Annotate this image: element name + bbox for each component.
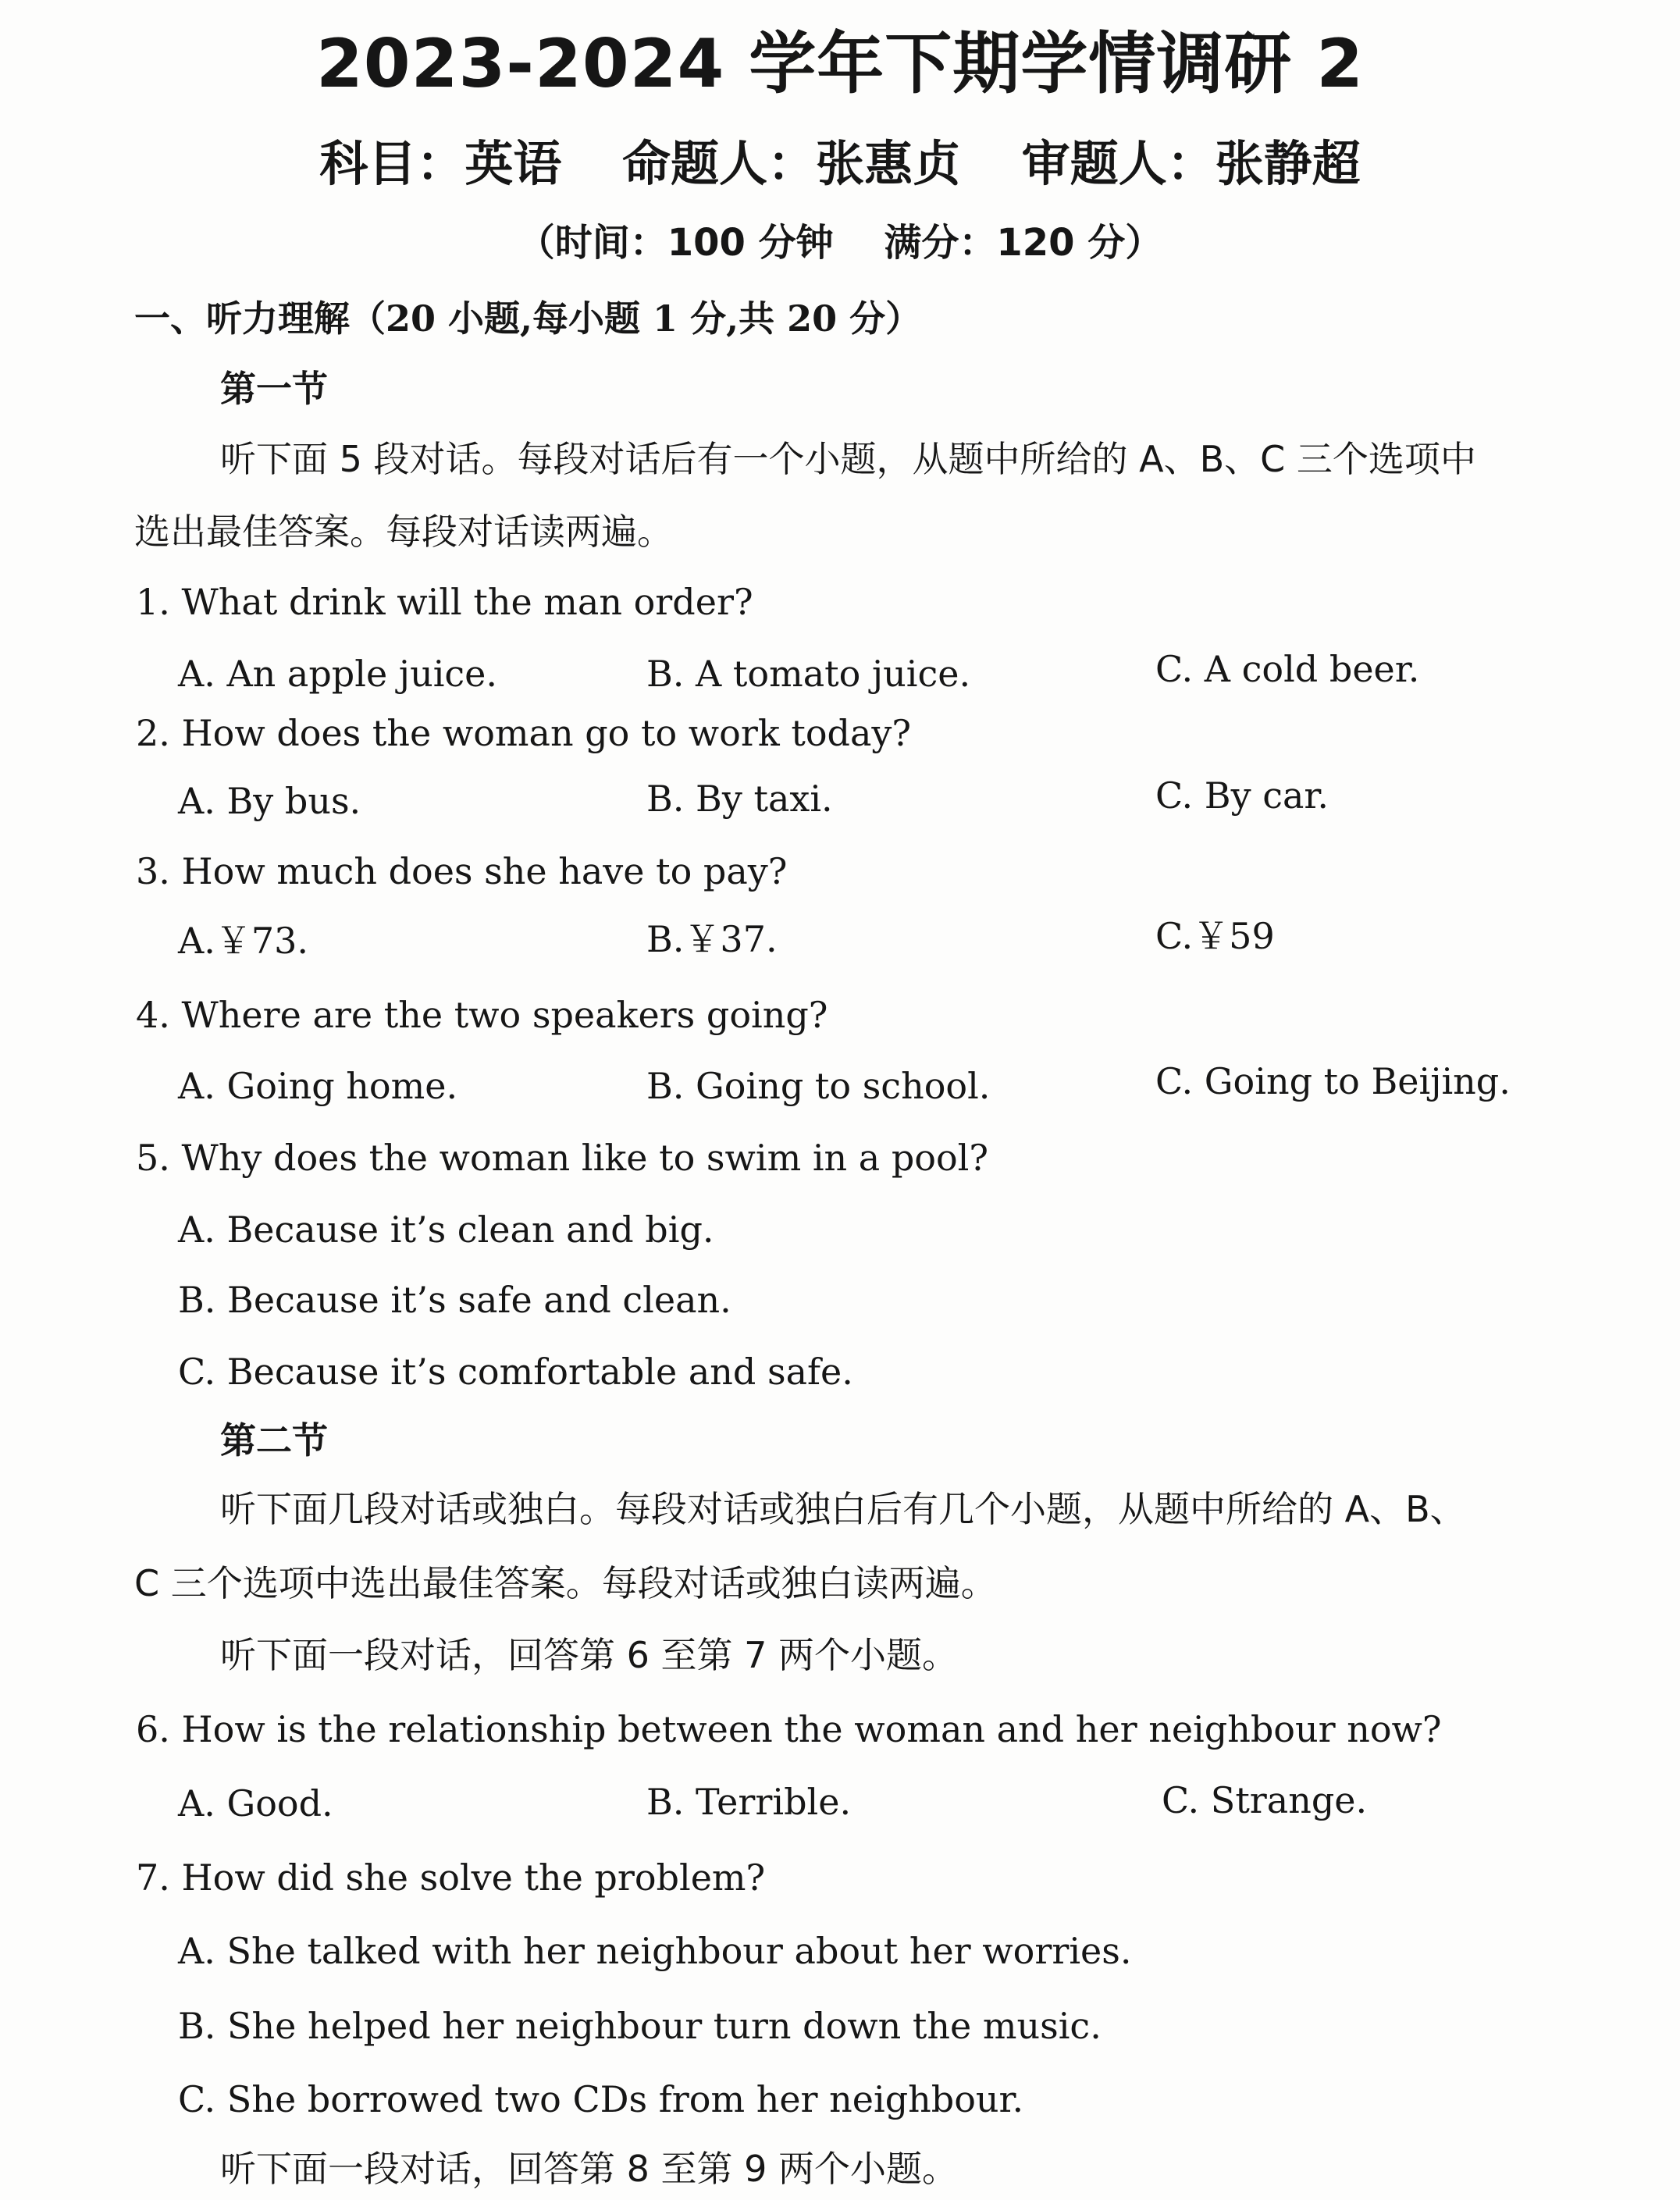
q3-option-a: A.￥73. [178, 920, 308, 962]
question-6: 6. How is the relationship between the woman and her neighbour now? [136, 1708, 1442, 1750]
q1-option-c: C. A cold beer. [1155, 648, 1420, 690]
section2-instruction-cont: C 三个选项中选出最佳答案。每段对话或独白读两遍。 [134, 1562, 997, 1604]
time-limit: （时间：100 分钟 [517, 221, 834, 265]
reviewer-label: 审题人：张静超 [1021, 135, 1361, 192]
q2-option-a: A. By bus. [178, 780, 361, 822]
q5-option-c: C. Because it’s comfortable and safe. [178, 1351, 853, 1393]
exam-meta [0, 125, 1680, 194]
question-3: 3. How much does she have to pay? [136, 850, 788, 892]
q6-option-c: C. Strange. [1162, 1779, 1368, 1821]
section2-title: 第二节 [220, 1419, 328, 1461]
q5-option-b: B. Because it’s safe and clean. [178, 1279, 731, 1321]
question-7: 7. How did she solve the problem? [136, 1856, 766, 1899]
question-5: 5. Why does the woman like to swim in a pool? [136, 1137, 989, 1179]
exam-title: 2023-2024 学年下期学情调研 2 [315, 25, 1365, 103]
part1-heading: 一、听力理解（20 小题,每小题 1 分,共 20 分） [134, 297, 922, 340]
section1-instruction-cont: 选出最佳答案。每段对话读两遍。 [134, 511, 673, 553]
listening-note-6-7: 听下面一段对话，回答第 6 至第 7 两个小题。 [220, 1634, 959, 1676]
q2-option-b: B. By taxi. [646, 778, 833, 820]
q2-option-c: C. By car. [1155, 774, 1329, 817]
question-2: 2. How does the woman go to work today? [136, 712, 912, 754]
full-score: 满分：120 分） [884, 221, 1163, 265]
setter-label: 命题人：张惠贞 [621, 135, 961, 192]
question-4: 4. Where are the two speakers going? [136, 994, 828, 1036]
section2-instruction: 听下面几段对话或独白。每段对话或独白后有几个小题，从题中所给的 A、B、 [220, 1488, 1466, 1530]
q1-option-b: B. A tomato juice. [646, 653, 971, 695]
q4-option-b: B. Going to school. [646, 1065, 991, 1107]
q3-option-c: C.￥59 [1155, 915, 1275, 957]
q7-option-c: C. She borrowed two CDs from her neighbour. [178, 2078, 1024, 2120]
q7-option-a: A. She talked with her neighbour about her worries. [178, 1930, 1132, 1972]
section1-title: 第一节 [220, 368, 328, 410]
section1-instruction: 听下面 5 段对话。每段对话后有一个小题，从题中所给的 A、B、C 三个选项中 [220, 438, 1476, 480]
q4-option-c: C. Going to Beijing. [1155, 1060, 1511, 1102]
q4-option-a: A. Going home. [178, 1065, 458, 1107]
subject-label: 科目：英语 [319, 135, 562, 192]
q5-option-a: A. Because it’s clean and big. [178, 1209, 714, 1251]
listening-note-8-9: 听下面一段对话，回答第 8 至第 9 两个小题。 [220, 2148, 959, 2190]
q6-option-b: B. Terrible. [646, 1781, 852, 1823]
exam-time-info [0, 212, 1680, 266]
q7-option-b: B. She helped her neighbour turn down the music. [178, 2005, 1102, 2047]
q3-option-b: B.￥37. [646, 918, 778, 960]
question-1: 1. What drink will the man order? [136, 581, 753, 623]
q6-option-a: A. Good. [178, 1782, 333, 1824]
q1-option-a: A. An apple juice. [178, 653, 498, 695]
